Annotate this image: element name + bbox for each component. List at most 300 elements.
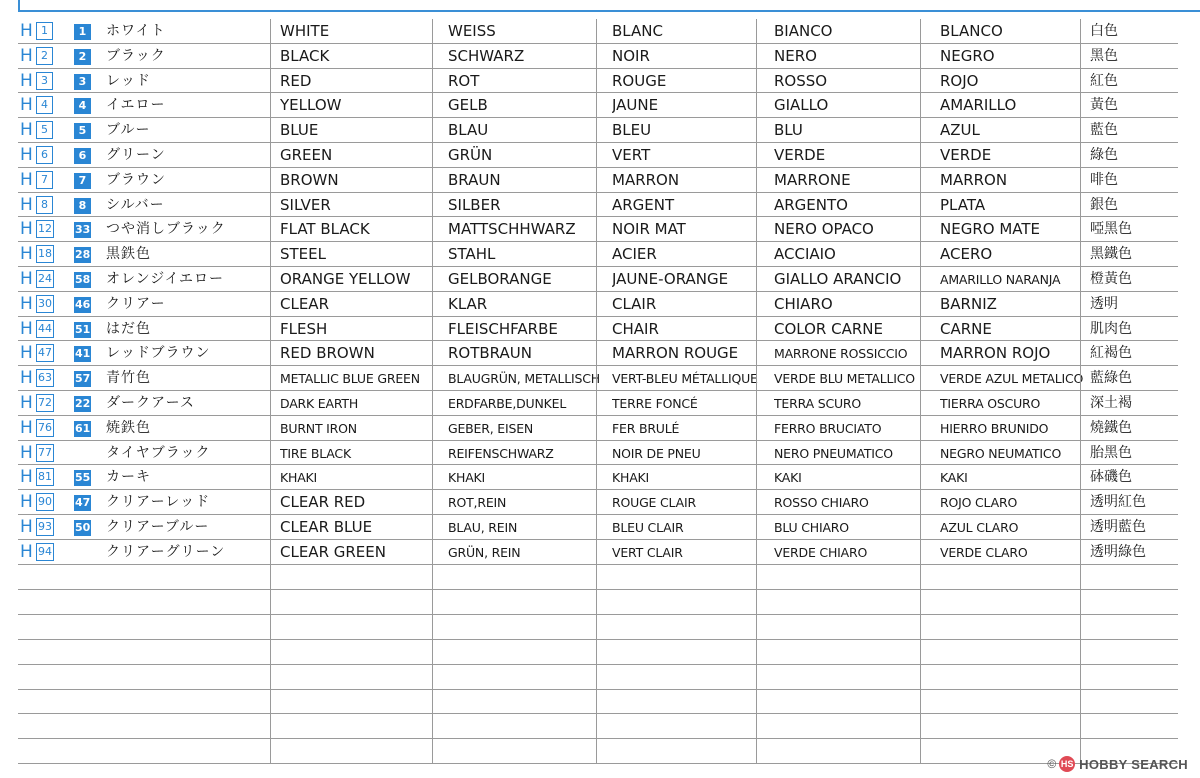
table-row — [18, 19, 1178, 44]
japanese-name: 焼鉄色 — [106, 419, 151, 436]
chinese-name: 綠色 — [1090, 146, 1118, 163]
french-name: VERT — [612, 145, 651, 164]
chinese-name: 肌肉色 — [1090, 320, 1132, 337]
chinese-name: 黑色 — [1090, 47, 1118, 64]
b-code-number: 4 — [74, 98, 91, 114]
h-code-number: 6 — [36, 146, 53, 164]
h-code — [20, 19, 80, 43]
german-name: WEISS — [448, 22, 496, 40]
english-name: FLAT BLACK — [280, 220, 370, 239]
japanese-name: カーキ — [106, 469, 151, 486]
column-divider — [596, 19, 597, 763]
b-code — [74, 143, 96, 167]
b-code — [74, 465, 96, 489]
h-code-number: 93 — [36, 518, 54, 536]
b-code — [74, 44, 96, 68]
h-prefix: H — [20, 120, 33, 141]
column-divider — [920, 19, 921, 763]
japanese-name: タイヤブラック — [106, 444, 211, 461]
chinese-name: 紅色 — [1090, 72, 1118, 89]
column-divider — [432, 19, 433, 763]
b-code-number: 33 — [75, 223, 91, 237]
german-name: SCHWARZ — [448, 46, 525, 65]
spanish-name: KAKI — [940, 470, 968, 486]
table-row — [18, 490, 1178, 515]
chinese-name: 砵磯色 — [1090, 469, 1132, 486]
spanish-name: VERDE CLARO — [940, 544, 1028, 560]
french-name: ROUGE — [612, 71, 667, 90]
german-name: GRÜN, REIN — [448, 544, 521, 560]
spanish-name: ROJO — [940, 71, 979, 90]
german-name: GRÜN — [448, 145, 493, 164]
h-code-number: 47 — [36, 344, 54, 362]
b-code — [74, 292, 96, 316]
french-name: ROUGE CLAIR — [612, 495, 696, 511]
chinese-name: 橙黃色 — [1090, 270, 1132, 287]
h-code — [20, 93, 80, 117]
italian-name: BLU — [774, 121, 803, 140]
english-name: WHITE — [280, 22, 330, 40]
english-name: BROWN — [280, 170, 339, 189]
b-code-number: 7 — [74, 173, 91, 189]
french-name: MARRON — [612, 170, 680, 189]
b-code — [74, 69, 96, 93]
h-code — [20, 168, 80, 192]
japanese-name: レッド — [106, 72, 151, 89]
h-code — [20, 267, 80, 291]
h-code-number: 3 — [36, 72, 53, 90]
copyright-mark: © — [1047, 757, 1057, 771]
chinese-name: 透明藍色 — [1090, 518, 1146, 535]
b-code — [74, 391, 96, 415]
italian-name: KAKI — [774, 470, 802, 486]
spanish-name: TIERRA OSCURO — [940, 395, 1041, 411]
h-code-number: 77 — [36, 444, 54, 462]
german-name: BLAU, REIN — [448, 519, 518, 535]
french-name: VERT-BLEU MÉTALLIQUE — [612, 371, 758, 387]
italian-name: NERO OPACO — [774, 220, 874, 239]
table-row — [18, 93, 1178, 118]
b-code — [74, 118, 96, 142]
italian-name: ROSSO — [774, 71, 828, 90]
b-code-number: 57 — [75, 372, 91, 386]
h-code — [20, 118, 80, 142]
h-prefix: H — [20, 219, 33, 240]
h-prefix: H — [20, 516, 33, 537]
german-name: GELB — [448, 96, 488, 115]
english-name: BLACK — [280, 46, 330, 65]
french-name: BLANC — [612, 22, 663, 40]
french-name: VERT CLAIR — [612, 544, 683, 560]
spanish-name: VERDE AZUL METALICO — [940, 371, 1084, 387]
column-divider — [270, 19, 271, 763]
italian-name: VERDE — [774, 145, 826, 164]
table-row — [18, 515, 1178, 540]
chinese-name: 胎黑色 — [1090, 444, 1132, 461]
h-code-number: 94 — [36, 543, 54, 561]
b-code-number: 22 — [75, 396, 91, 410]
german-name: STAHL — [448, 245, 496, 264]
b-code — [74, 490, 96, 514]
italian-name: NERO PNEUMATICO — [774, 445, 893, 461]
b-code — [74, 317, 96, 341]
h-prefix: H — [20, 194, 33, 215]
empty-row-line — [18, 689, 1178, 690]
german-name: KHAKI — [448, 470, 486, 486]
empty-row-line — [18, 664, 1178, 665]
h-code-number: 30 — [36, 295, 54, 313]
b-code — [74, 341, 96, 365]
english-name: RED BROWN — [280, 344, 375, 363]
h-code — [20, 366, 80, 390]
b-code-number: 6 — [74, 148, 91, 164]
chinese-name: 透明綠色 — [1090, 543, 1146, 560]
english-name: CLEAR — [280, 294, 329, 313]
top-rule — [18, 10, 1200, 12]
chinese-name: 啡色 — [1090, 171, 1118, 188]
italian-name: MARRONE — [774, 170, 851, 189]
brand-name: HOBBY SEARCH — [1079, 756, 1188, 772]
h-code — [20, 217, 80, 241]
table-row — [18, 317, 1178, 342]
italian-name: NERO — [774, 46, 817, 65]
h-prefix: H — [20, 70, 33, 91]
chinese-name: 透明 — [1090, 295, 1118, 312]
chinese-name: 深土褐 — [1090, 394, 1132, 411]
italian-name: ARGENTO — [774, 195, 848, 214]
b-code — [74, 366, 96, 390]
table-row — [18, 391, 1178, 416]
italian-name: GIALLO — [774, 96, 829, 115]
b-code — [74, 93, 96, 117]
h-code-number: 8 — [36, 196, 53, 214]
b-code — [74, 19, 96, 43]
spanish-name: ACERO — [940, 245, 993, 264]
h-prefix: H — [20, 244, 33, 265]
japanese-name: シルバー — [106, 196, 165, 213]
h-prefix: H — [20, 21, 33, 41]
table-row — [18, 267, 1178, 292]
japanese-name: クリアーブルー — [106, 518, 210, 535]
h-code — [20, 416, 80, 440]
table-row — [18, 168, 1178, 193]
b-code — [74, 441, 96, 465]
spanish-name: CARNE — [940, 319, 992, 338]
english-name: ORANGE YELLOW — [280, 269, 411, 288]
german-name: MATTSCHHWARZ — [448, 220, 576, 239]
spanish-name: HIERRO BRUNIDO — [940, 420, 1049, 436]
italian-name: ACCIAIO — [774, 245, 836, 264]
b-code-number: 5 — [74, 123, 91, 139]
empty-row-line — [18, 589, 1178, 590]
chinese-name: 啞黑色 — [1090, 221, 1132, 238]
h-prefix: H — [20, 417, 33, 438]
chinese-name: 藍色 — [1090, 122, 1118, 139]
italian-name: FERRO BRUCIATO — [774, 420, 882, 436]
italian-name: CHIARO — [774, 294, 833, 313]
french-name: JAUNE-ORANGE — [612, 269, 729, 288]
h-code-number: 18 — [36, 245, 54, 263]
empty-row-line — [18, 738, 1178, 739]
japanese-name: グリーン — [106, 146, 166, 163]
french-name: TERRE FONCÉ — [612, 395, 698, 411]
b-code-number: 47 — [75, 496, 91, 510]
b-code-number: 51 — [75, 322, 91, 336]
french-name: NOIR — [612, 46, 650, 65]
hobby-search-logo-icon: HS — [1059, 756, 1075, 772]
spanish-name: VERDE — [940, 145, 992, 164]
table-row — [18, 193, 1178, 218]
french-name: JAUNE — [612, 96, 659, 115]
table-row — [18, 465, 1178, 490]
b-code — [74, 515, 96, 539]
table-row — [18, 69, 1178, 94]
h-code-number: 1 — [36, 22, 53, 40]
b-code-number: 61 — [75, 421, 91, 435]
b-code-number: 58 — [75, 272, 91, 286]
japanese-name: ブラウン — [106, 171, 166, 188]
table-row — [18, 540, 1178, 565]
h-prefix: H — [20, 343, 33, 364]
h-code-number: 72 — [36, 394, 54, 412]
english-name: GREEN — [280, 145, 333, 164]
japanese-name: クリアーグリーン — [106, 543, 226, 560]
b-code-number: 2 — [74, 49, 91, 65]
b-code — [74, 416, 96, 440]
h-code-number: 7 — [36, 171, 53, 189]
h-code-number: 81 — [36, 468, 54, 486]
h-code — [20, 465, 80, 489]
german-name: ROT — [448, 71, 480, 90]
japanese-name: ブルー — [106, 122, 151, 139]
german-name: BRAUN — [448, 170, 501, 189]
h-prefix: H — [20, 318, 33, 339]
english-name: BLUE — [280, 121, 319, 140]
h-prefix: H — [20, 442, 33, 463]
b-code-number: 28 — [75, 248, 91, 262]
japanese-name: 青竹色 — [106, 370, 151, 387]
b-code-number: 46 — [75, 297, 91, 311]
color-table — [18, 19, 1178, 565]
spanish-name: NEGRO MATE — [940, 220, 1040, 239]
french-name: KHAKI — [612, 470, 650, 486]
french-name: CHAIR — [612, 319, 659, 338]
b-code — [74, 540, 96, 564]
h-prefix: H — [20, 293, 33, 314]
french-name: NOIR DE PNEU — [612, 445, 701, 461]
h-code — [20, 341, 80, 365]
german-name: KLAR — [448, 294, 488, 313]
b-code — [74, 267, 96, 291]
spanish-name: AMARILLO NARANJA — [940, 271, 1061, 287]
b-code-number: 50 — [75, 520, 91, 534]
chinese-name: 黃色 — [1090, 97, 1118, 114]
h-prefix: H — [20, 144, 33, 165]
english-name: YELLOW — [280, 96, 342, 115]
chinese-name: 銀色 — [1090, 196, 1118, 213]
spanish-name: BARNIZ — [940, 294, 997, 313]
french-name: ACIER — [612, 245, 657, 264]
table-row — [18, 292, 1178, 317]
french-name: BLEU CLAIR — [612, 519, 684, 535]
english-name: BURNT IRON — [280, 420, 357, 436]
b-code-number: 41 — [75, 347, 91, 361]
chinese-name: 燒鐵色 — [1090, 419, 1132, 436]
h-prefix: H — [20, 541, 33, 562]
italian-name: VERDE CHIARO — [774, 544, 868, 560]
h-code — [20, 242, 80, 266]
table-row — [18, 366, 1178, 391]
chinese-name: 黑鐵色 — [1090, 246, 1132, 263]
german-name: BLAUGRÜN, METALLISCH — [448, 371, 600, 387]
table-row — [18, 118, 1178, 143]
h-code-number: 2 — [36, 47, 53, 65]
table-row — [18, 143, 1178, 168]
japanese-name: ホワイト — [106, 23, 166, 39]
italian-name: GIALLO ARANCIO — [774, 269, 902, 288]
german-name: GEBER, EISEN — [448, 420, 534, 436]
spanish-name: AMARILLO — [940, 96, 1017, 115]
h-prefix: H — [20, 467, 33, 488]
spanish-name: AZUL — [940, 121, 980, 140]
h-code — [20, 515, 80, 539]
h-code — [20, 193, 80, 217]
italian-name: ROSSO CHIARO — [774, 495, 869, 511]
h-code — [20, 441, 80, 465]
english-name: KHAKI — [280, 470, 318, 486]
japanese-name: クリアーレッド — [106, 494, 211, 511]
french-name: FER BRULÉ — [612, 420, 680, 436]
chinese-name: 透明紅色 — [1090, 494, 1146, 511]
h-prefix: H — [20, 45, 33, 66]
chinese-name: 藍綠色 — [1090, 370, 1132, 387]
h-code — [20, 540, 80, 564]
english-name: DARK EARTH — [280, 395, 359, 411]
h-prefix: H — [20, 95, 33, 116]
h-code-number: 76 — [36, 419, 54, 437]
french-name: ARGENT — [612, 195, 675, 214]
english-name: FLESH — [280, 319, 328, 338]
b-code-number: 1 — [74, 24, 91, 40]
french-name: BLEU — [612, 121, 652, 140]
empty-row-line — [18, 639, 1178, 640]
english-name: CLEAR RED — [280, 493, 366, 512]
b-code — [74, 217, 96, 241]
italian-name: COLOR CARNE — [774, 319, 883, 338]
japanese-name: 黒鉄色 — [106, 246, 151, 263]
h-code-number: 63 — [36, 369, 54, 387]
h-prefix: H — [20, 268, 33, 289]
german-name: ROT,REIN — [448, 495, 507, 511]
column-divider — [1080, 19, 1081, 763]
spanish-name: MARRON ROJO — [940, 344, 1051, 363]
h-code-number: 24 — [36, 270, 54, 288]
japanese-name: はだ色 — [106, 320, 151, 337]
italian-name: VERDE BLU METALLICO — [774, 371, 915, 387]
b-code — [74, 242, 96, 266]
german-name: REIFENSCHWARZ — [448, 445, 554, 461]
table-row — [18, 44, 1178, 69]
chinese-name: 白色 — [1090, 23, 1118, 39]
empty-row-line — [18, 713, 1178, 714]
table-row — [18, 217, 1178, 242]
h-code — [20, 143, 80, 167]
spanish-name: PLATA — [940, 195, 986, 214]
japanese-name: レッドブラウン — [106, 345, 211, 362]
table-row — [18, 341, 1178, 366]
spanish-name: AZUL CLARO — [940, 519, 1019, 535]
japanese-name: ブラック — [106, 47, 166, 64]
table-row — [18, 441, 1178, 466]
spanish-name: BLANCO — [940, 22, 1003, 40]
german-name: FLEISCHFARBE — [448, 319, 558, 338]
h-prefix: H — [20, 368, 33, 389]
h-code-number: 4 — [36, 96, 53, 114]
spanish-name: NEGRO NEUMATICO — [940, 445, 1062, 461]
b-code-number: 8 — [74, 198, 91, 214]
column-divider — [756, 19, 757, 763]
h-code — [20, 292, 80, 316]
german-name: SILBER — [448, 195, 501, 214]
italian-name: BIANCO — [774, 22, 833, 40]
h-code — [20, 391, 80, 415]
english-name: METALLIC BLUE GREEN — [280, 371, 420, 387]
table-row — [18, 242, 1178, 267]
japanese-name: オレンジイエロー — [106, 270, 225, 287]
h-code — [20, 69, 80, 93]
b-code — [74, 193, 96, 217]
h-code — [20, 317, 80, 341]
japanese-name: ダークアース — [106, 394, 195, 411]
spanish-name: MARRON — [940, 170, 1008, 189]
german-name: BLAU — [448, 121, 489, 140]
chinese-name: 紅褐色 — [1090, 345, 1132, 362]
watermark — [1047, 754, 1188, 774]
english-name: TIRE BLACK — [280, 445, 351, 461]
italian-name: MARRONE ROSSICCIO — [774, 346, 908, 362]
h-prefix: H — [20, 392, 33, 413]
german-name: GELBORANGE — [448, 269, 552, 288]
french-name: MARRON ROUGE — [612, 344, 739, 363]
french-name: NOIR MAT — [612, 220, 686, 239]
b-code-number: 55 — [75, 471, 91, 485]
english-name: RED — [280, 71, 312, 90]
empty-row-line — [18, 763, 1178, 764]
h-code-number: 44 — [36, 320, 54, 338]
japanese-name: イエロー — [106, 97, 166, 114]
h-code — [20, 44, 80, 68]
h-prefix: H — [20, 169, 33, 190]
h-prefix: H — [20, 492, 33, 513]
spanish-name: ROJO CLARO — [940, 495, 1018, 511]
english-name: STEEL — [280, 245, 326, 264]
b-code — [74, 168, 96, 192]
h-code-number: 5 — [36, 121, 53, 139]
table-row — [18, 416, 1178, 441]
h-code — [20, 490, 80, 514]
german-name: ERDFARBE,DUNKEL — [448, 395, 567, 411]
english-name: CLEAR BLUE — [280, 517, 373, 536]
german-name: ROTBRAUN — [448, 344, 532, 363]
h-code-number: 90 — [36, 493, 54, 511]
b-code-number: 3 — [74, 74, 91, 90]
english-name: SILVER — [280, 195, 331, 214]
japanese-name: つや消しブラック — [106, 221, 226, 238]
french-name: CLAIR — [612, 294, 657, 313]
spanish-name: NEGRO — [940, 46, 995, 65]
japanese-name: クリアー — [106, 295, 166, 312]
italian-name: BLU CHIARO — [774, 519, 849, 535]
